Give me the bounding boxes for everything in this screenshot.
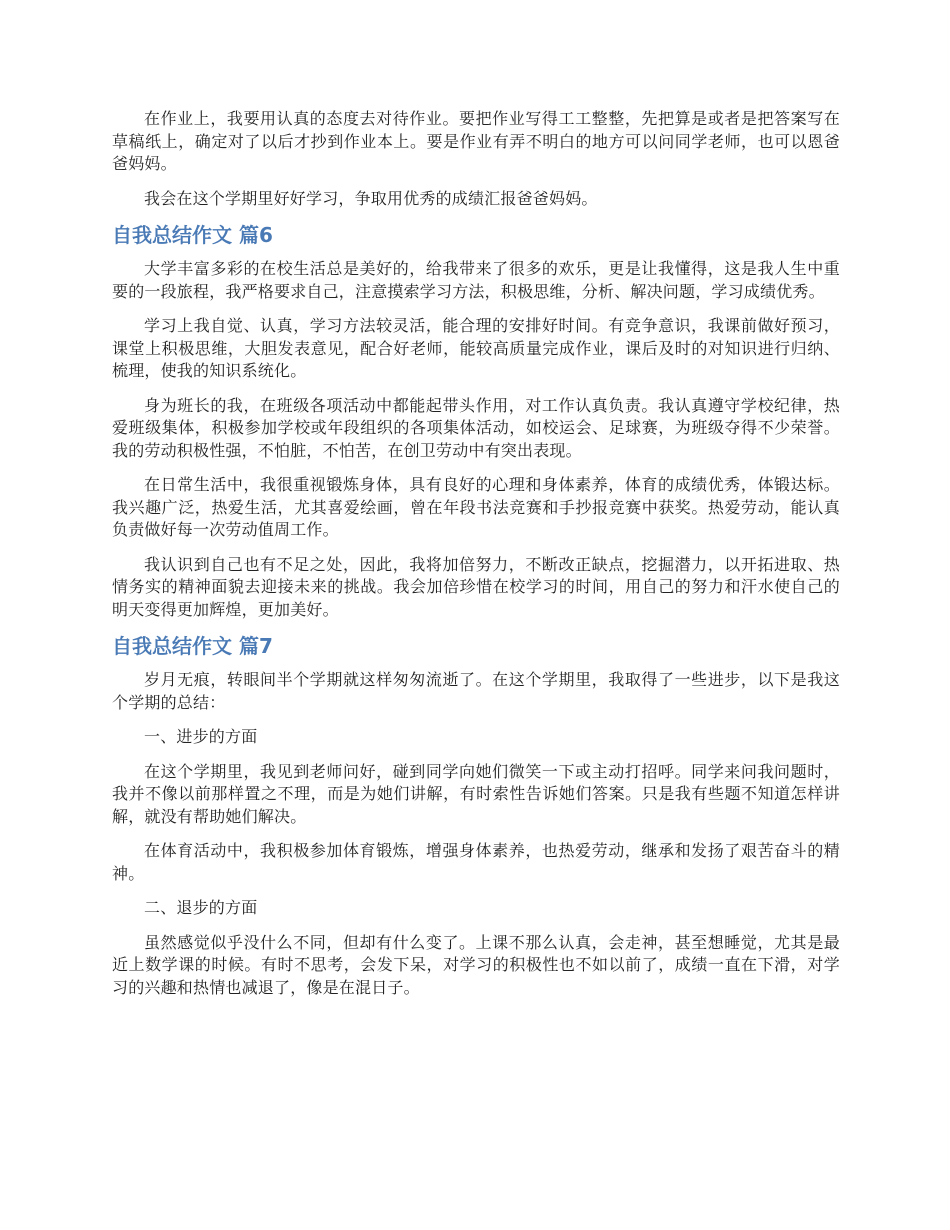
subheading: 一、进步的方面 bbox=[144, 727, 258, 746]
paragraph: 在这个学期里，我见到老师问好，碰到同学向她们微笑一下或主动打招呼。同学来问我问题时，我并不像以前那样置之不理，而是为她们讲解，有时索性告诉她们答案。只是我有些题不知道怎样讲解，就没有帮助她们解决。 bbox=[112, 761, 840, 826]
paragraph: 大学丰富多彩的在校生活总是美好的，给我带来了很多的欢乐，更是让我懂得，这是我人生中重要的一段旅程，我严格要求自己，注意摸索学习方法，积极思维，分析、解决问题，学习成绩优秀。 bbox=[112, 259, 840, 301]
paragraph: 在作业上，我要用认真的态度去对待作业。要把作业写得工工整整，先把算是或者是把答案写在草稿纸上，确定对了以后才抄到作业本上。要是作业有弄不明白的地方可以问同学老师，也可以恩爸爸妈妈。 bbox=[112, 109, 840, 173]
paragraph: 我会在这个学期里好好学习，争取用优秀的成绩汇报爸爸妈妈。 bbox=[144, 188, 598, 208]
section-title: 自我总结作文 篇7 bbox=[112, 634, 273, 658]
paragraph: 学习上我自觉、认真，学习方法较灵活，能合理的安排好时间。有竞争意识，我课前做好预习，课堂上积极思维，大胆发表意见，配合好老师，能较高质量完成作业，课后及时的对知识进行归纳、梳理，使我的知识系统化。 bbox=[112, 316, 840, 380]
document-page bbox=[112, 108, 840, 1011]
paragraph: 在体育活动中，我积极参加体育锻炼，增强身体素养，也热爱劳动，继承和发扬了艰苦奋斗的精神。 bbox=[112, 841, 840, 883]
section-7 bbox=[112, 633, 840, 999]
section-6 bbox=[112, 222, 840, 621]
paragraph: 岁月无痕，转眼间半个学期就这样匆匆流逝了。在这个学期里，我取得了一些进步，以下是我这个学期的总结： bbox=[112, 670, 840, 712]
section-title: 自我总结作文 篇6 bbox=[112, 223, 273, 247]
subheading: 二、退步的方面 bbox=[144, 898, 258, 917]
paragraph: 我认识到自己也有不足之处，因此，我将加倍努力，不断改正缺点，挖掘潜力，以开拓进取、热情务实的精神面貌去迎接未来的挑战。我会加倍珍惜在校学习的时间，用自己的努力和汗水使自己的明天变得更加辉煌，更加美好。 bbox=[112, 554, 840, 619]
paragraph: 在日常生活中，我很重视锻炼身体，具有良好的心理和身体素养，体育的成绩优秀，体锻达标。我兴趣广泛，热爱生活，尤其喜爱绘画，曾在年段书法竞赛和手抄报竞赛中获奖。热爱劳动，能认真负责做好每一次劳动值周工作。 bbox=[112, 475, 840, 539]
paragraph: 虽然感觉似乎没什么不同，但却有什么变了。上课不那么认真，会走神，甚至想睡觉，尤其是最近上数学课的时候。有时不思考，会发下呆，对学习的积极性也不如以前了，成绩一直在下滑，对学习的兴趣和热情也减退了，像是在混日子。 bbox=[112, 932, 840, 997]
paragraph: 身为班长的我，在班级各项活动中都能起带头作用，对工作认真负责。我认真遵守学校纪律，热爱班级集体，积极参加学校或年段组织的各项集体活动，如校运会、足球赛，为班级夺得不少荣誉。我的劳动积极性强，不怕脏，不怕苦，在创卫劳动中有突出表现。 bbox=[112, 395, 840, 460]
